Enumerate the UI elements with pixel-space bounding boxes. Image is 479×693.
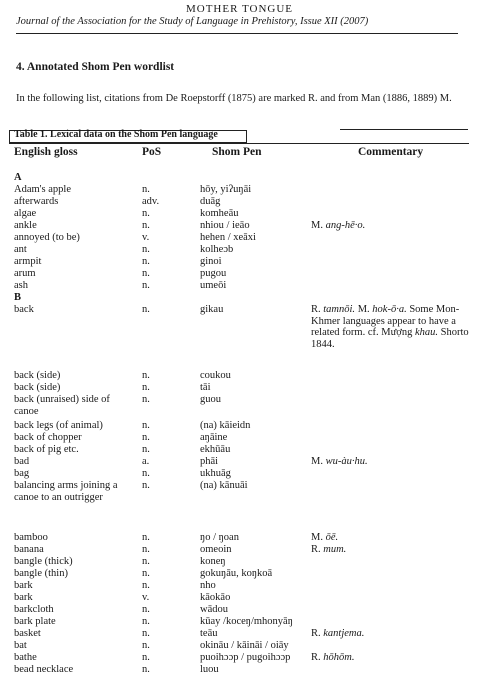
gloss-cell: bat [14,640,27,651]
gloss-cell: back [14,304,34,315]
shompen-cell: kolheɔb [200,244,234,255]
pos-cell: n. [142,208,150,219]
caption-rule [9,143,469,144]
pos-cell: v. [142,232,150,243]
shompen-cell: hehen / xeāxi [200,232,256,243]
header-rule [16,33,458,34]
gloss-cell: ant [14,244,27,255]
pos-cell: n. [142,394,150,405]
pos-cell: n. [142,640,150,651]
shompen-cell: aŋāine [200,432,228,443]
gloss-cell: bag [14,468,30,479]
pos-cell: n. [142,616,150,627]
pos-cell: n. [142,256,150,267]
pos-cell: adv. [142,196,160,207]
section-heading: 4. Annotated Shom Pen wordlist [16,61,175,73]
shompen-cell: duāg [200,196,221,207]
pos-cell: n. [142,604,150,615]
column-header-pos: PoS [142,146,162,158]
gloss-cell: armpit [14,256,42,267]
gloss-cell: back legs (of animal) [14,420,103,431]
journal-subtitle: Journal of the Association for the Study of Language in Prehistory, Issue XII (2007) [16,16,369,27]
journal-title: MOTHER TONGUE [185,3,293,15]
pos-cell: n. [142,480,150,491]
section-letter: B [14,292,22,303]
intro-paragraph: In the following list, citations from De Roepstorff (1875) are marked R. and from Man (1886, 1889) M. [16,93,452,104]
pos-cell: n. [142,444,150,455]
gloss-cell: ankle [14,220,37,231]
shompen-cell: komheāu [200,208,239,219]
column-header-shompen: Shom Pen [212,146,262,158]
pos-cell: n. [142,370,150,381]
gloss-cell: bamboo [14,532,48,543]
shompen-cell: ginoi [200,256,222,267]
pos-cell: n. [142,532,150,543]
gloss-cell: banana [14,544,44,555]
pos-cell: a. [142,456,150,467]
shompen-cell: kūay /koceŋ/mhonyāŋ [200,616,293,627]
gloss-cell: back (unraised) side of canoe [14,394,110,417]
pos-cell: n. [142,568,150,579]
pos-cell: n. [142,244,150,255]
gloss-cell: back of chopper [14,432,82,443]
gloss-cell: bad [14,456,30,467]
pos-cell: v. [142,592,150,603]
commentary-cell: R. mum. [311,544,347,555]
gloss-cell: bangle (thick) [14,556,73,567]
pos-cell: n. [142,420,150,431]
pos-cell: n. [142,652,150,663]
shompen-cell: gokuŋāu, koŋkoā [200,568,273,579]
commentary-cell: R. hōhōm. [311,652,355,663]
shompen-cell: okināu / kāināi / oiāy [200,640,289,651]
commentary-cell: M. ang-hē·o. [311,220,366,231]
gloss-cell: bead necklace [14,664,74,675]
pos-cell: n. [142,544,150,555]
gloss-cell: annoyed (to be) [14,232,80,243]
shompen-cell: gikau [200,304,224,315]
pos-cell: n. [142,382,150,393]
shompen-cell: (na) kānuāi [200,480,248,491]
shompen-cell: ukhuāg [200,468,231,479]
pos-cell: n. [142,432,150,443]
shompen-cell: wādou [200,604,228,615]
shompen-cell: pugou [200,268,227,279]
pos-cell: n. [142,280,150,291]
shompen-cell: kāokāo [200,592,231,603]
shompen-cell: nho [200,580,216,591]
gloss-cell: ash [14,280,28,291]
table-caption: Table 1. Lexical data on the Shom Pen language [14,129,218,140]
gloss-cell: Adam's apple [14,184,72,195]
pos-cell: n. [142,468,150,479]
pos-cell: n. [142,580,150,591]
shompen-cell: nhiou / ieāo [200,220,250,231]
shompen-cell: coukou [200,370,231,381]
gloss-cell: basket [14,628,41,639]
commentary-cell: M. ōē. [311,532,339,543]
shompen-cell: (na) kāieidn [200,420,251,431]
shompen-cell: ŋo / ŋoan [200,532,239,543]
gloss-cell: bark [14,592,33,603]
shompen-cell: puoihɔɔp / pugoihɔɔp [200,652,291,663]
gloss-cell: bark [14,580,33,591]
shompen-cell: omeoin [200,544,232,555]
shompen-cell: luou [200,664,219,675]
gloss-cell: balancing arms joining a canoe to an outrigger [14,480,118,503]
commentary-cell: M. wu-àu·hu. [311,456,368,467]
shompen-cell: tāi [200,382,211,393]
caption-rule-right [340,129,468,130]
pos-cell: n. [142,664,150,675]
gloss-cell: back of pig etc. [14,444,79,455]
gloss-cell: algae [14,208,37,219]
shompen-cell: koneŋ [200,556,226,567]
column-header-commentary: Commentary [358,146,424,158]
pos-cell: n. [142,628,150,639]
gloss-cell: bangle (thin) [14,568,68,579]
commentary-cell: R. kantjema. [311,628,365,639]
gloss-cell: back (side) [14,370,61,381]
shompen-cell: teāu [200,628,218,639]
section-letter: A [14,172,22,183]
shompen-cell: umeōi [200,280,227,291]
gloss-cell: bathe [14,652,37,663]
column-header-gloss: English gloss [14,146,78,158]
shompen-cell: guou [200,394,221,405]
gloss-cell: back (side) [14,382,61,393]
gloss-cell: afterwards [14,196,59,207]
pos-cell: n. [142,304,150,315]
pos-cell: n. [142,184,150,195]
gloss-cell: barkcloth [14,604,54,615]
shompen-cell: hōy, yiʔuŋāi [200,184,252,195]
commentary-cell: R. tamnōi. M. hok-ō·a. Some Mon-Khmer languages appear to have a related form. cf. Mượng khau. Shorto 1844. [311,304,469,350]
pos-cell: n. [142,556,150,567]
shompen-cell: ekhūāu [200,444,231,455]
pos-cell: n. [142,220,150,231]
shompen-cell: phāi [200,456,219,467]
pos-cell: n. [142,268,150,279]
gloss-cell: bark plate [14,616,56,627]
gloss-cell: arum [14,268,36,279]
